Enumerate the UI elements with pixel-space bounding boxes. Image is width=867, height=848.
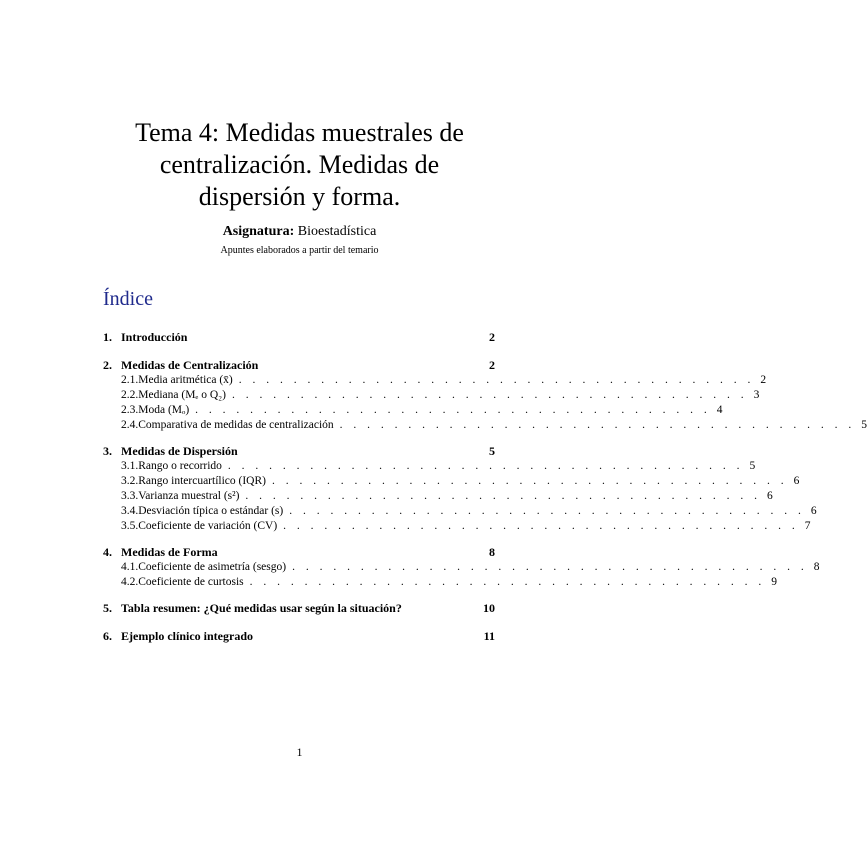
toc-subsection-label: Coeficiente de curtosis — [138, 576, 244, 588]
toc-section-label: Medidas de Dispersión — [121, 444, 238, 458]
toc-subsection-3-5[interactable] — [103, 519, 811, 534]
toc-subsection-2-3[interactable] — [103, 403, 723, 418]
toc-subsection-page: 3 — [753, 389, 760, 401]
toc-subsection-page: 5 — [861, 419, 867, 431]
toc-section-page: 2 — [489, 330, 495, 344]
toc-section-page: 10 — [483, 601, 495, 615]
toc-subsection-4-2[interactable] — [103, 575, 778, 590]
toc-subsection-page: 6 — [793, 475, 800, 487]
toc-subsection-page: 8 — [813, 561, 820, 573]
subject-label: Asignatura: — [222, 224, 295, 239]
toc-subsection-2-4[interactable] — [103, 418, 867, 433]
toc-subsection-page: 7 — [804, 520, 811, 532]
title-line-3: dispersión y forma. — [198, 182, 401, 211]
toc-subsection-label: Rango o recorrido — [138, 460, 222, 472]
toc-subsection-label: Media aritmética (x̄) — [138, 374, 233, 386]
toc-section-3[interactable] — [103, 444, 495, 459]
toc-subsection-number: 2.2. — [121, 389, 139, 401]
title-line-2: centralización. Medidas de — [159, 150, 440, 179]
toc-subsection-number: 2.3. — [121, 404, 139, 416]
toc-subsection-number: 2.4. — [121, 419, 139, 431]
toc-section-number: 1. — [103, 330, 112, 344]
table-of-contents — [103, 330, 867, 644]
toc-subsection-label: Comparativa de medidas de centralización — [138, 419, 334, 431]
toc-subsection-page: 6 — [810, 505, 817, 517]
toc-section-label: Medidas de Centralización — [121, 358, 259, 372]
toc-subsection-label: Varianza muestral (s²) — [138, 490, 240, 502]
index-heading: Índice — [103, 288, 153, 310]
toc-subsection-page: 2 — [760, 374, 767, 386]
toc-section-label: Medidas de Forma — [121, 545, 218, 559]
toc-subsection-3-1[interactable] — [103, 459, 756, 474]
toc-section-page: 11 — [483, 629, 495, 643]
leader-dots: . . . . . . . . . . . . . . . . . . . . . . . . . . . . . . . . . . . . . . — [238, 374, 755, 386]
toc-section-4[interactable] — [103, 545, 495, 560]
toc-subsection-number: 2.1. — [121, 374, 139, 386]
leader-dots: . . . . . . . . . . . . . . . . . . . . . . . . . . . . . . . . . . . . . . — [245, 490, 762, 502]
leader-dots: . . . . . . . . . . . . . . . . . . . . . . . . . . . . . . . . . . . . . . — [249, 576, 766, 588]
toc-section-2[interactable] — [103, 358, 495, 373]
toc-subsection-label: Rango intercuartílico (IQR) — [138, 475, 266, 487]
toc-subsection-label: Coeficiente de variación (CV) — [138, 520, 278, 532]
toc-subsection-2-1[interactable] — [103, 373, 767, 388]
subject-value: Bioestadística — [297, 224, 377, 239]
toc-subsection-page: 5 — [749, 460, 756, 472]
toc-subsection-label: Moda (Mₒ) — [138, 404, 190, 416]
leader-dots: . . . . . . . . . . . . . . . . . . . . . . . . . . . . . . . . . . . . . . — [292, 561, 808, 573]
toc-subsection-number: 3.4. — [121, 505, 139, 517]
leader-dots: . . . . . . . . . . . . . . . . . . . . . . . . . . . . . . . . . . . . . . — [272, 475, 788, 487]
toc-section-1[interactable] — [103, 330, 495, 345]
toc-subsection-label: Mediana (Mₑ o Q₂) — [138, 389, 227, 401]
toc-subsection-number: 3.3. — [121, 490, 139, 502]
toc-section-label: Ejemplo clínico integrado — [121, 629, 253, 643]
toc-section-6[interactable] — [103, 629, 495, 644]
subject-line — [0, 224, 599, 240]
toc-section-number: 5. — [103, 601, 112, 615]
toc-section-number: 2. — [103, 358, 112, 372]
leader-dots: . . . . . . . . . . . . . . . . . . . . . . . . . . . . . . . . . . . . . . — [339, 419, 856, 431]
toc-section-number: 6. — [103, 629, 112, 643]
toc-subsection-label: Coeficiente de asimetría (sesgo) — [138, 561, 287, 573]
toc-section-page: 2 — [489, 358, 495, 372]
toc-subsection-page: 9 — [771, 576, 778, 588]
toc-section-label: Introducción — [121, 330, 188, 344]
title-line-1: Tema 4: Medidas muestrales de — [135, 118, 464, 147]
toc-section-page: 5 — [489, 444, 495, 458]
toc-subsection-page: 6 — [767, 490, 773, 502]
toc-subsection-number: 4.2. — [121, 576, 139, 588]
toc-section-5[interactable] — [103, 601, 495, 616]
notes-caption: Apuntes elaborados a partir del temario — [220, 245, 379, 256]
leader-dots: . . . . . . . . . . . . . . . . . . . . . . . . . . . . . . . . . . . . . . — [283, 520, 799, 532]
leader-dots: . . . . . . . . . . . . . . . . . . . . . . . . . . . . . . . . . . . . . . — [195, 404, 711, 416]
toc-section-number: 4. — [103, 545, 112, 559]
toc-subsection-3-3[interactable] — [103, 489, 773, 504]
toc-subsection-number: 3.5. — [121, 520, 139, 532]
toc-section-page: 8 — [489, 545, 495, 559]
toc-subsection-2-2[interactable] — [103, 388, 760, 403]
toc-subsection-3-2[interactable] — [103, 474, 800, 489]
leader-dots: . . . . . . . . . . . . . . . . . . . . . . . . . . . . . . . . . . . . . . — [227, 460, 744, 472]
toc-subsection-4-1[interactable] — [103, 560, 820, 575]
leader-dots: . . . . . . . . . . . . . . . . . . . . . . . . . . . . . . . . . . . . . . — [232, 389, 748, 401]
page-number: 1 — [296, 745, 303, 759]
toc-subsection-3-4[interactable] — [103, 504, 817, 519]
toc-subsection-page: 4 — [716, 404, 723, 416]
toc-section-label: Tabla resumen: ¿Qué medidas usar según la situación? — [121, 601, 402, 615]
toc-subsection-number: 4.1. — [121, 561, 139, 573]
toc-subsection-number: 3.2. — [121, 475, 139, 487]
toc-subsection-number: 3.1. — [121, 460, 139, 472]
document-title — [0, 117, 599, 213]
toc-section-number: 3. — [103, 444, 112, 458]
leader-dots: . . . . . . . . . . . . . . . . . . . . . . . . . . . . . . . . . . . . . . — [289, 505, 805, 517]
toc-subsection-label: Desviación típica o estándar (s) — [138, 505, 284, 517]
